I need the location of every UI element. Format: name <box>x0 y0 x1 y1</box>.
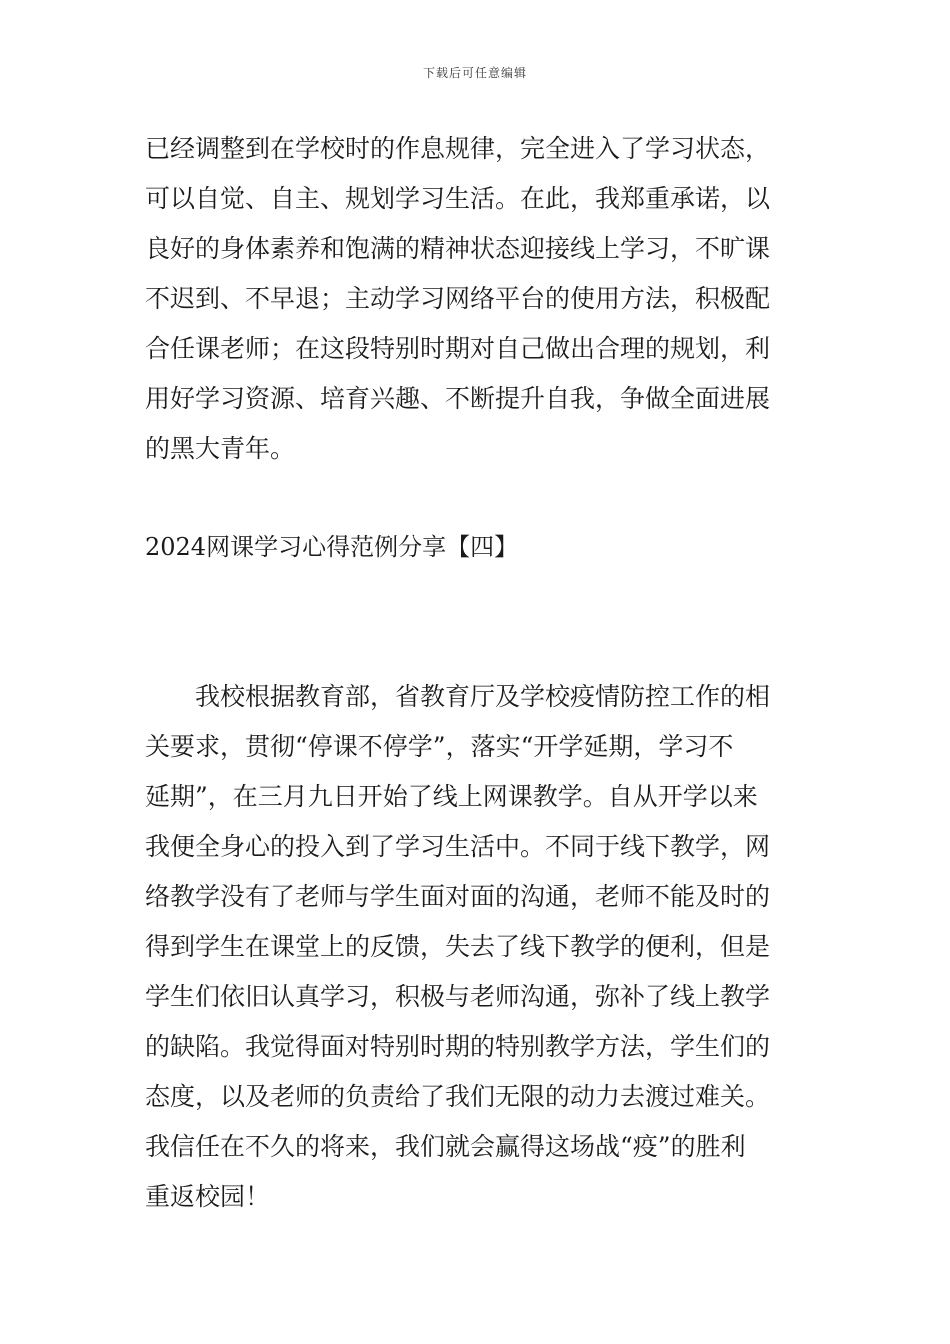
section-heading: 2024网课学习心得范例分享【四】 <box>145 533 519 561</box>
paragraph-line: 我校根据教育部，省教育厅及学校疫情防控工作的相 <box>145 682 771 711</box>
paragraph-line: 合任课老师；在这段特别时期对自己做出合理的规划，利 <box>145 334 771 363</box>
page-header: 下载后可任意编辑 <box>422 66 527 80</box>
paragraph-line: 关要求，贯彻“停课不停学”，落实“开学延期，学习不 <box>145 732 734 761</box>
paragraph-line: 可以自觉、自主、规划学习生活。在此，我郑重承诺，以 <box>145 184 771 213</box>
paragraph-line: 延期”，在三月九日开始了线上网课教学。自从开学以来 <box>145 782 758 811</box>
paragraph-line: 我信任在不久的将来，我们就会赢得这场战“疫”的胜利 <box>145 1132 746 1161</box>
paragraph-line: 我便全身心的投入到了学习生活中。不同于线下教学，网 <box>145 832 771 861</box>
paragraph-line: 良好的身体素养和饱满的精神状态迎接线上学习，不旷课 <box>145 234 771 263</box>
paragraph-line: 得到学生在课堂上的反馈，失去了线下教学的便利，但是 <box>145 932 771 961</box>
paragraph-line: 态度，以及老师的负责给了我们无限的动力去渡过难关。 <box>145 1082 771 1111</box>
paragraph-line: 不迟到、不早退；主动学习网络平台的使用方法，积极配 <box>145 284 771 313</box>
paragraph-line: 学生们依旧认真学习，积极与老师沟通，弥补了线上教学 <box>145 982 771 1011</box>
paragraph-line: 重返校园！ <box>145 1182 271 1211</box>
paragraph-line: 的缺陷。我觉得面对特别时期的特别教学方法，学生们的 <box>145 1032 771 1061</box>
paragraph-line: 的黑大青年。 <box>145 434 296 463</box>
paragraph-line: 络教学没有了老师与学生面对面的沟通，老师不能及时的 <box>145 882 771 911</box>
paragraph-line: 用好学习资源、培育兴趣、不断提升自我，争做全面进展 <box>145 384 771 413</box>
paragraph-line: 已经调整到在学校时的作息规律，完全进入了学习状态， <box>145 134 771 163</box>
